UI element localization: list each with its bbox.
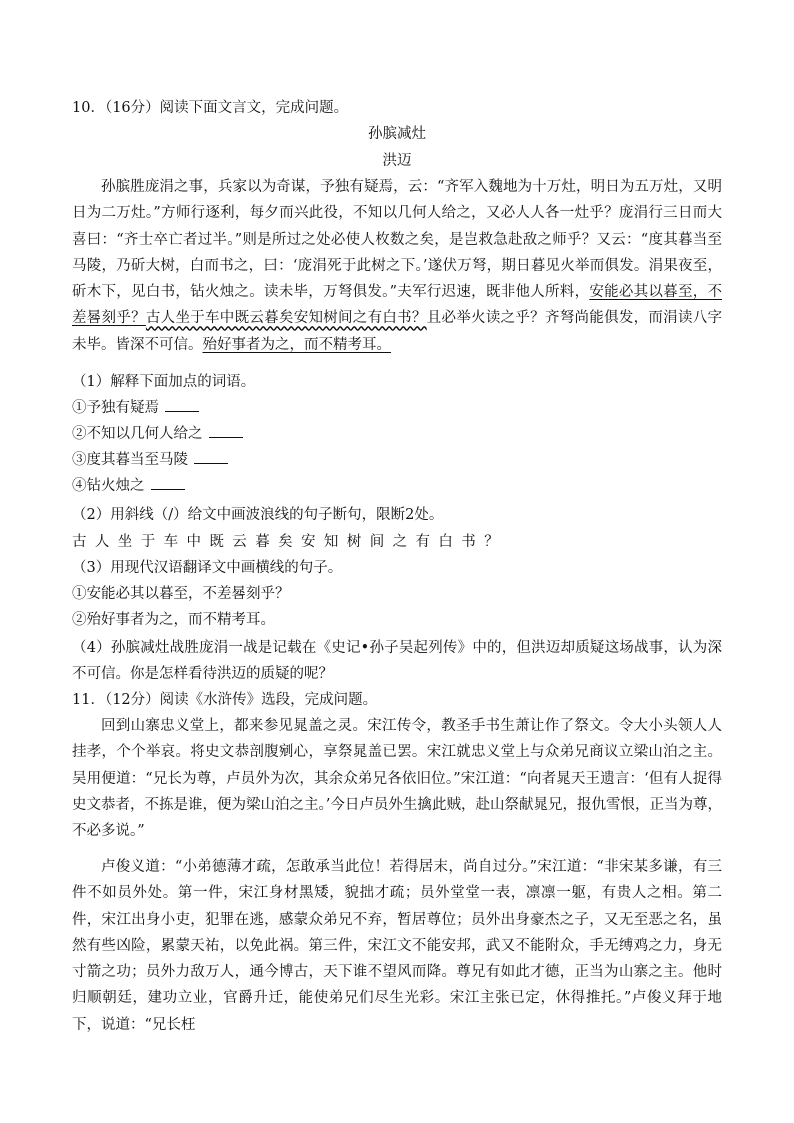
q10-sub1-item: ④钻火烛之 <box>72 474 185 495</box>
answer-blank[interactable] <box>194 449 228 464</box>
q10-sub3-prompt: （3）用现代汉语翻译文中画横线的句子。 <box>72 560 343 576</box>
q10-sub2-prompt: （2）用斜线（/）给文中画波浪线的句子断句，限断2处。 <box>72 507 444 523</box>
q11-header: 11．（12分）阅读《水浒传》选段，完成问题。 <box>72 692 378 708</box>
answer-blank[interactable] <box>151 475 185 490</box>
q10-sub1-item: ①予独有疑焉 <box>72 396 199 417</box>
passage-text-1: 孙膑胜庞涓之事，兵家以为奇谋，予独有疑焉，云：“齐军入魏地为十万灶，明日为五万灶，又明日为二万灶。”方师行逐利，每夕而兴此役，不知以几何人给之，又必人人各一灶乎？庞涓行三日而大喜曰：“齐士卒亡者过半。”则是所过之处必使人枚数之矣，是岂救急赴敌之师乎？又云：“度其暮当至马陵，乃斫大树，白而书之，曰：‘庞涓死于此树之下。’遂伏万弩，期日暮见火举而俱发。涓果夜至，斫木下，见白书，钻火烛之。读未毕，万弩俱发。”夫军行迟速，既非他人所料， <box>72 179 722 301</box>
q10-sub1-item: ②不知以几何人给之 <box>72 422 243 443</box>
underlined-sentence-2: 殆好事者为之，而不精考耳。 <box>202 336 391 353</box>
q10-sub1-prompt: （1）解释下面加点的词语。 <box>72 374 256 390</box>
answer-blank[interactable] <box>165 397 199 412</box>
answer-blank[interactable] <box>209 423 243 438</box>
q10-sub2-sentence: 古人坐于车中既云暮矣安知树间之有白书？ <box>72 534 508 550</box>
q10-sub1-item: ③度其暮当至马陵 <box>72 448 228 469</box>
q10-sub4-prompt: （4）孙膑减灶战胜庞涓一战是记载在《史记•孙子吴起列传》中的，但洪迈却质疑这场战事，认为深不可信。你是怎样看待洪迈的质疑的呢？ <box>72 640 722 683</box>
q11-paragraph-2: 卢俊义道：“小弟德薄才疏，怎敢承当此位！若得居末，尚自过分。”宋江道：“非宋某多谦，有三件不如员外处。第一件，宋江身材黑矮，貌拙才疏；员外堂堂一表，凛凛一躯，有贵人之相。第二件，宋江出身小吏，犯罪在逃，感蒙众弟兄不弃，暂居尊位；员外出身豪杰之子，又无至恶之名，虽然有些凶险，累蒙天祐，以免此祸。第三件，宋江文不能安邦，武又不能附众，手无缚鸡之力，身无寸箭之功；员外力敌万人，通今博古，天下谁不望风而降。尊兄有如此才德，正当为山寨之主。他时归顺朝廷，建功立业，官爵升迁，能使弟兄们尽生光彩。宋江主张已定，休得推托。”卢俊义拜于地下，说道：“兄长枉 <box>72 859 722 1033</box>
q10-sub3-item: ①安能必其以暮至，不差晷刻乎？ <box>72 586 290 602</box>
q10-sub3-item: ②殆好事者为之，而不精考耳。 <box>72 612 275 628</box>
passage-author: 洪迈 <box>382 153 412 169</box>
passage-text-2: 且必举火读之乎？齐弩尚能俱发，而涓读八字未毕。皆深不可信。 <box>72 310 723 353</box>
passage-body <box>72 174 722 358</box>
q10-header: 10．（16分）阅读下面文言文，完成问题。 <box>72 100 349 116</box>
underlined-sentence-1: 安能必其以暮至，不差晷刻乎？ <box>72 284 722 327</box>
q11-paragraph-1: 回到山寨忠义堂上，都来参见晁盖之灵。宋江传令，教圣手书生萧让作了祭文。令大小头领人人挂孝，个个举哀。将史文恭剖腹剜心，享祭晁盖已罢。宋江就忠义堂上与众弟兄商议立梁山泊之主。吴用便道：“兄长为尊，卢员外为次，其余众弟兄各依旧位。”宋江道：“向者晁天王遗言：‘但有人捉得史文恭者，不拣是谁，便为梁山泊之主。’今日卢员外生擒此贼，赴山祭献晁兄，报仇雪恨，正当为尊，不必多说。” <box>72 718 722 840</box>
wavy-sentence: 古人坐于车中既云暮矣安知树间之有白书？ <box>145 310 427 327</box>
passage-title: 孙膑减灶 <box>368 126 426 142</box>
